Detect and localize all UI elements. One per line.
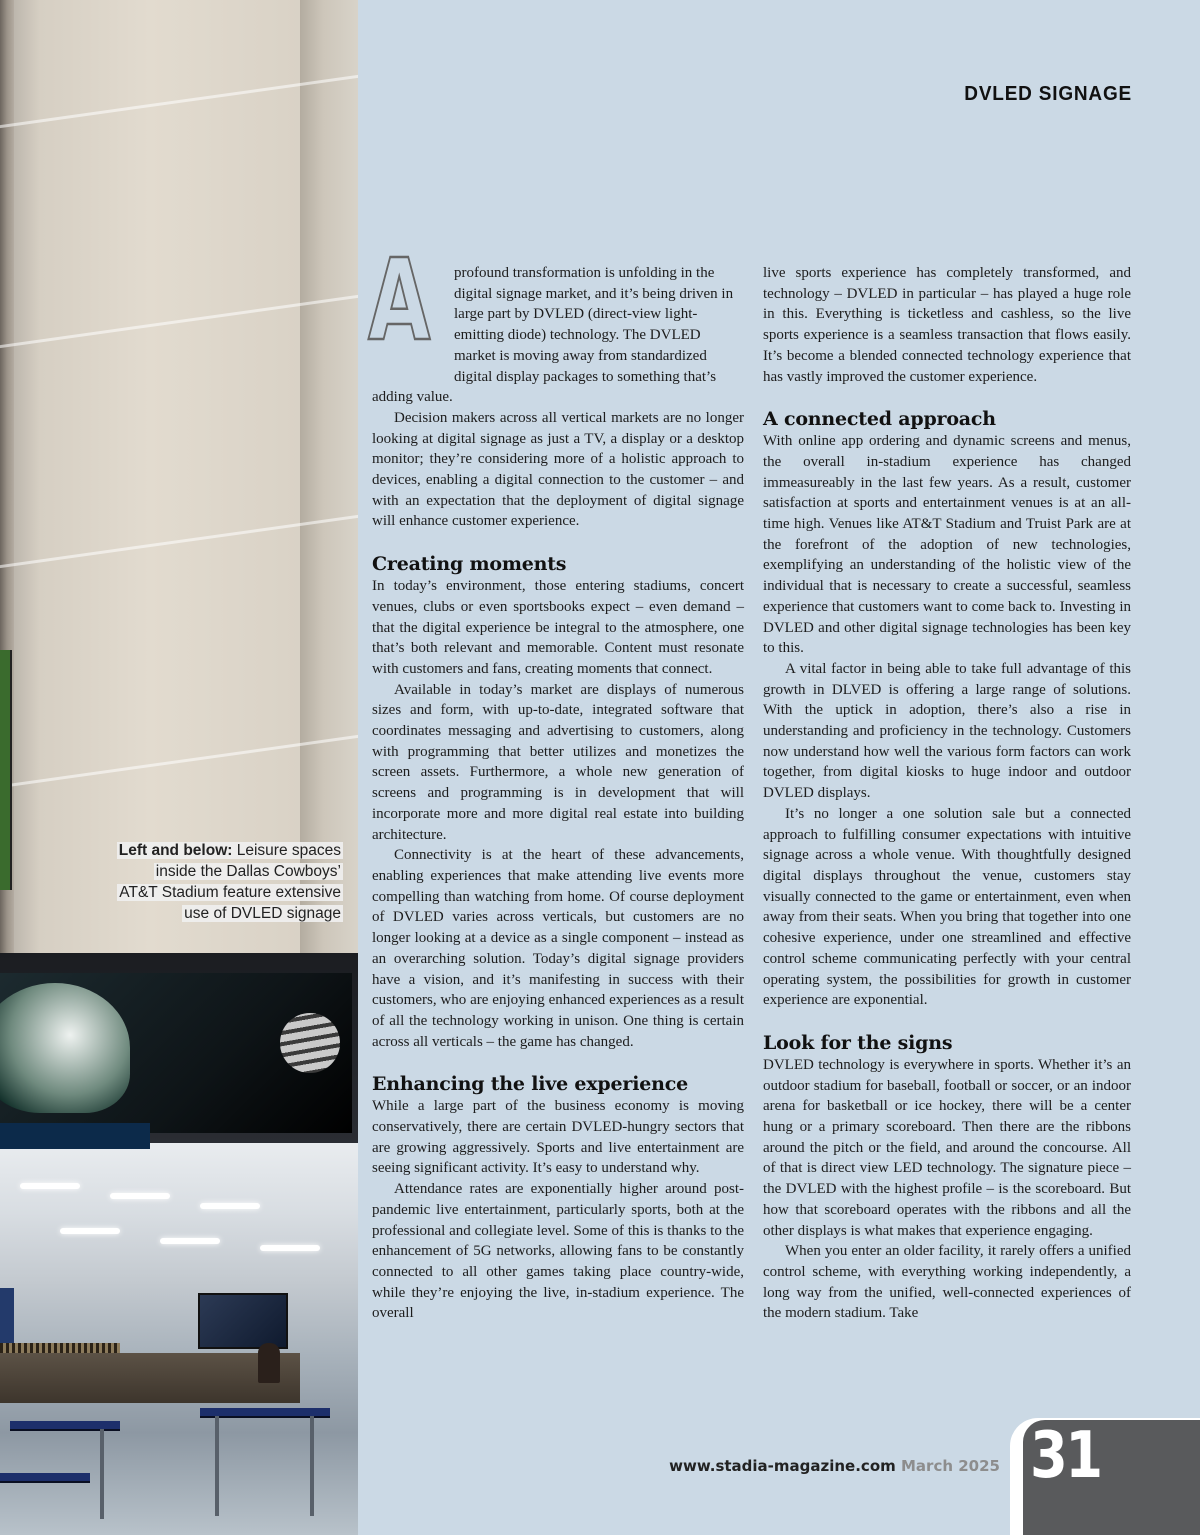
body-paragraph: When you enter an older facility, it rarely offers a unified control scheme, with everything working independently, a long way from the unified, well-connected experiences of the modern stadium. Take bbox=[763, 1243, 1131, 1322]
page-number: 31 bbox=[1030, 1419, 1101, 1493]
wall-display-left bbox=[0, 1288, 14, 1348]
ceiling-light bbox=[160, 1238, 220, 1244]
subheading-look-for-signs: Look for the signs bbox=[763, 1031, 953, 1054]
high-table bbox=[0, 1473, 90, 1481]
caption-line: inside the Dallas Cowboys’ bbox=[155, 863, 341, 880]
article-column-right bbox=[763, 263, 1131, 1324]
body-paragraph: A vital factor in being able to take full advantage of this growth in DLVED is offering a large range of solutions. With the uptick in adoption, there’s also a rise in understanding and proficiency in the technology. Customers now understand how well the various form factors can work together, from digital kiosks to huge indoor and outdoor DVLED displays. bbox=[763, 660, 1131, 802]
helmet-graphic bbox=[0, 983, 130, 1113]
ceiling-light bbox=[60, 1228, 120, 1234]
subheading-creating-moments: Creating moments bbox=[372, 553, 567, 576]
wall-display bbox=[198, 1293, 288, 1349]
photo-concourse bbox=[0, 953, 358, 1535]
att-logo-icon bbox=[280, 1013, 340, 1073]
article-column-left bbox=[368, 236, 744, 1324]
body-paragraph: Attendance rates are exponentially higher around post-pandemic live entertainment, particularly sports, both at the professional and collegiate level. Some of this is thanks to the enhancement of 5G networks, allowing fans to be constantly connected to all other games taking place country-wide, while they’re enjoying the live, in-stadium experience. The overall bbox=[372, 1181, 744, 1322]
bar-counter bbox=[0, 1353, 300, 1403]
wall-panel-right bbox=[300, 0, 358, 953]
footer-date: March 2025 bbox=[901, 1457, 1000, 1475]
ceiling-light bbox=[260, 1245, 320, 1251]
ceiling-light bbox=[110, 1193, 170, 1199]
subheading-connected: A connected approach bbox=[763, 408, 996, 431]
caption-text: Leisure spaces bbox=[236, 842, 341, 859]
table-leg bbox=[100, 1429, 104, 1519]
page-footer bbox=[669, 1457, 1000, 1475]
table-leg bbox=[215, 1416, 219, 1516]
body-paragraph: DVLED technology is everywhere in sports. Whether it’s an outdoor stadium for baseball, football or soccer, or an indoor arena for basketball or ice hockey, there will be a center hung or a primary scoreboard. Then there are the ribbons around the pitch or the field, and around the concourse. All of that is direct view LED technology. The signature piece – the DVLED with the highest profile – is the scoreboard. But how that scoreboard operates with the ribbons and all the other displays is what makes that experience engaging. bbox=[763, 1056, 1131, 1239]
body-paragraph: Decision makers across all vertical markets are no longer looking at digital signage as just a TV, a display or a desktop monitor; they’re considering more of a holistic approach to devices, enabling a digital connection to the customer – and with an expectation that the deployment of digital signage will enhance customer experience. bbox=[372, 409, 744, 530]
high-table bbox=[200, 1408, 330, 1416]
caption-line bbox=[117, 842, 343, 859]
body-paragraph: While a large part of the business economy is moving conservatively, there are certain DVLED-hungry sectors that are growing aggressively. Sports and live entertainment are seeing significant activity. It’s easy to understand why. bbox=[372, 1098, 744, 1177]
body-paragraph: It’s no longer a one solution sale but a connected approach to fulfilling consumer expectations with intuitive signage across a whole venue. With thoughtfully designed digital displays throughout the venue, customers stay visually connected to the game or entertainment, even when away from their seats. When you bring that together into one cohesive experience, under one streamlined and effective control scheme communicating perfectly with your central operating system, the possibilities for growth in customer experience are exponential. bbox=[763, 805, 1131, 1009]
body-paragraph: With online app ordering and dynamic screens and menus, the overall in-stadium experience has changed immeasureably in the last few years. As a result, customer satisfaction at sports and entertainment venues is at an all-time high. Venues like AT&T Stadium and Truist Park are at the forefront of the adoption of new technologies, exemplifying an understanding of the holistic view of the individual that is necessary to create a successful, seamless experience that customers want to come back to. Investing in DVLED and other digital signage technologies has been key to this. bbox=[763, 433, 1131, 657]
caption-line: AT&T Stadium feature extensive bbox=[119, 884, 341, 901]
high-table bbox=[10, 1421, 120, 1429]
bartender bbox=[258, 1343, 280, 1383]
section-header: DVLED SIGNAGE bbox=[964, 83, 1132, 106]
ceiling-light bbox=[200, 1203, 260, 1209]
subheading-enhancing: Enhancing the live experience bbox=[372, 1073, 688, 1096]
caption-lead: Left and below: bbox=[118, 842, 233, 859]
ceiling-light bbox=[20, 1183, 80, 1189]
body-paragraph: In today’s environment, those entering stadiums, concert venues, clubs or even sportsbooks expect – even demand – that the digital experience be integral to the atmosphere, one that’s both relevant and memorable. Content must resonate with customers and fans, creating moments that connect. bbox=[372, 578, 744, 677]
table-leg bbox=[310, 1416, 314, 1516]
footer-website: www.stadia-magazine.com bbox=[669, 1457, 896, 1475]
caption-line: use of DVLED signage bbox=[184, 905, 341, 922]
drop-cap: A bbox=[368, 236, 431, 366]
intro-paragraph: profound transformation is unfolding in the digital signage market, and it’s being driven in large part by DVLED (direct-view light-emitting diode) technology. The DVLED market is moving away from standardized digital display packages to something that’s adding value. bbox=[372, 265, 734, 406]
body-paragraph: Available in today’s market are displays of numerous sizes and form, with up-to-date, integrated software that coordinates messaging and advertising to customers, along with programming that better utilizes and monetizes the screen assets. Furthermore, a whole new generation of screens and programming is in development that will incorporate more and more digital real estate into building architecture. bbox=[372, 681, 744, 843]
scoreboard-ribbon bbox=[0, 1123, 150, 1149]
body-paragraph: live sports experience has completely transformed, and technology – DVLED in particular – has played a huge role in this. Everything is ticketless and cashless, so the live sports experience is a seamless transaction that flows easily. It’s become a blended connected technology experience that has vastly improved the customer experience. bbox=[763, 265, 1131, 385]
body-paragraph: Connectivity is at the heart of these advancements, enabling experiences that make attending live events more compelling than watching from home. Of course deployment of DVLED varies across verticals, but customers are no longer looking at a device as a single component – instead as an overarching solution. Today’s digital signage providers have a vision, and it’s manifesting in success with their customers, who are enjoying enhanced experiences as a result of all the technology working in unison. One thing is certain across all verticals – the game has changed. bbox=[372, 847, 744, 1050]
dvled-video-wall bbox=[0, 973, 352, 1133]
photo-wall bbox=[0, 0, 358, 953]
photo-caption bbox=[98, 840, 343, 924]
dvled-screen bbox=[0, 650, 12, 890]
